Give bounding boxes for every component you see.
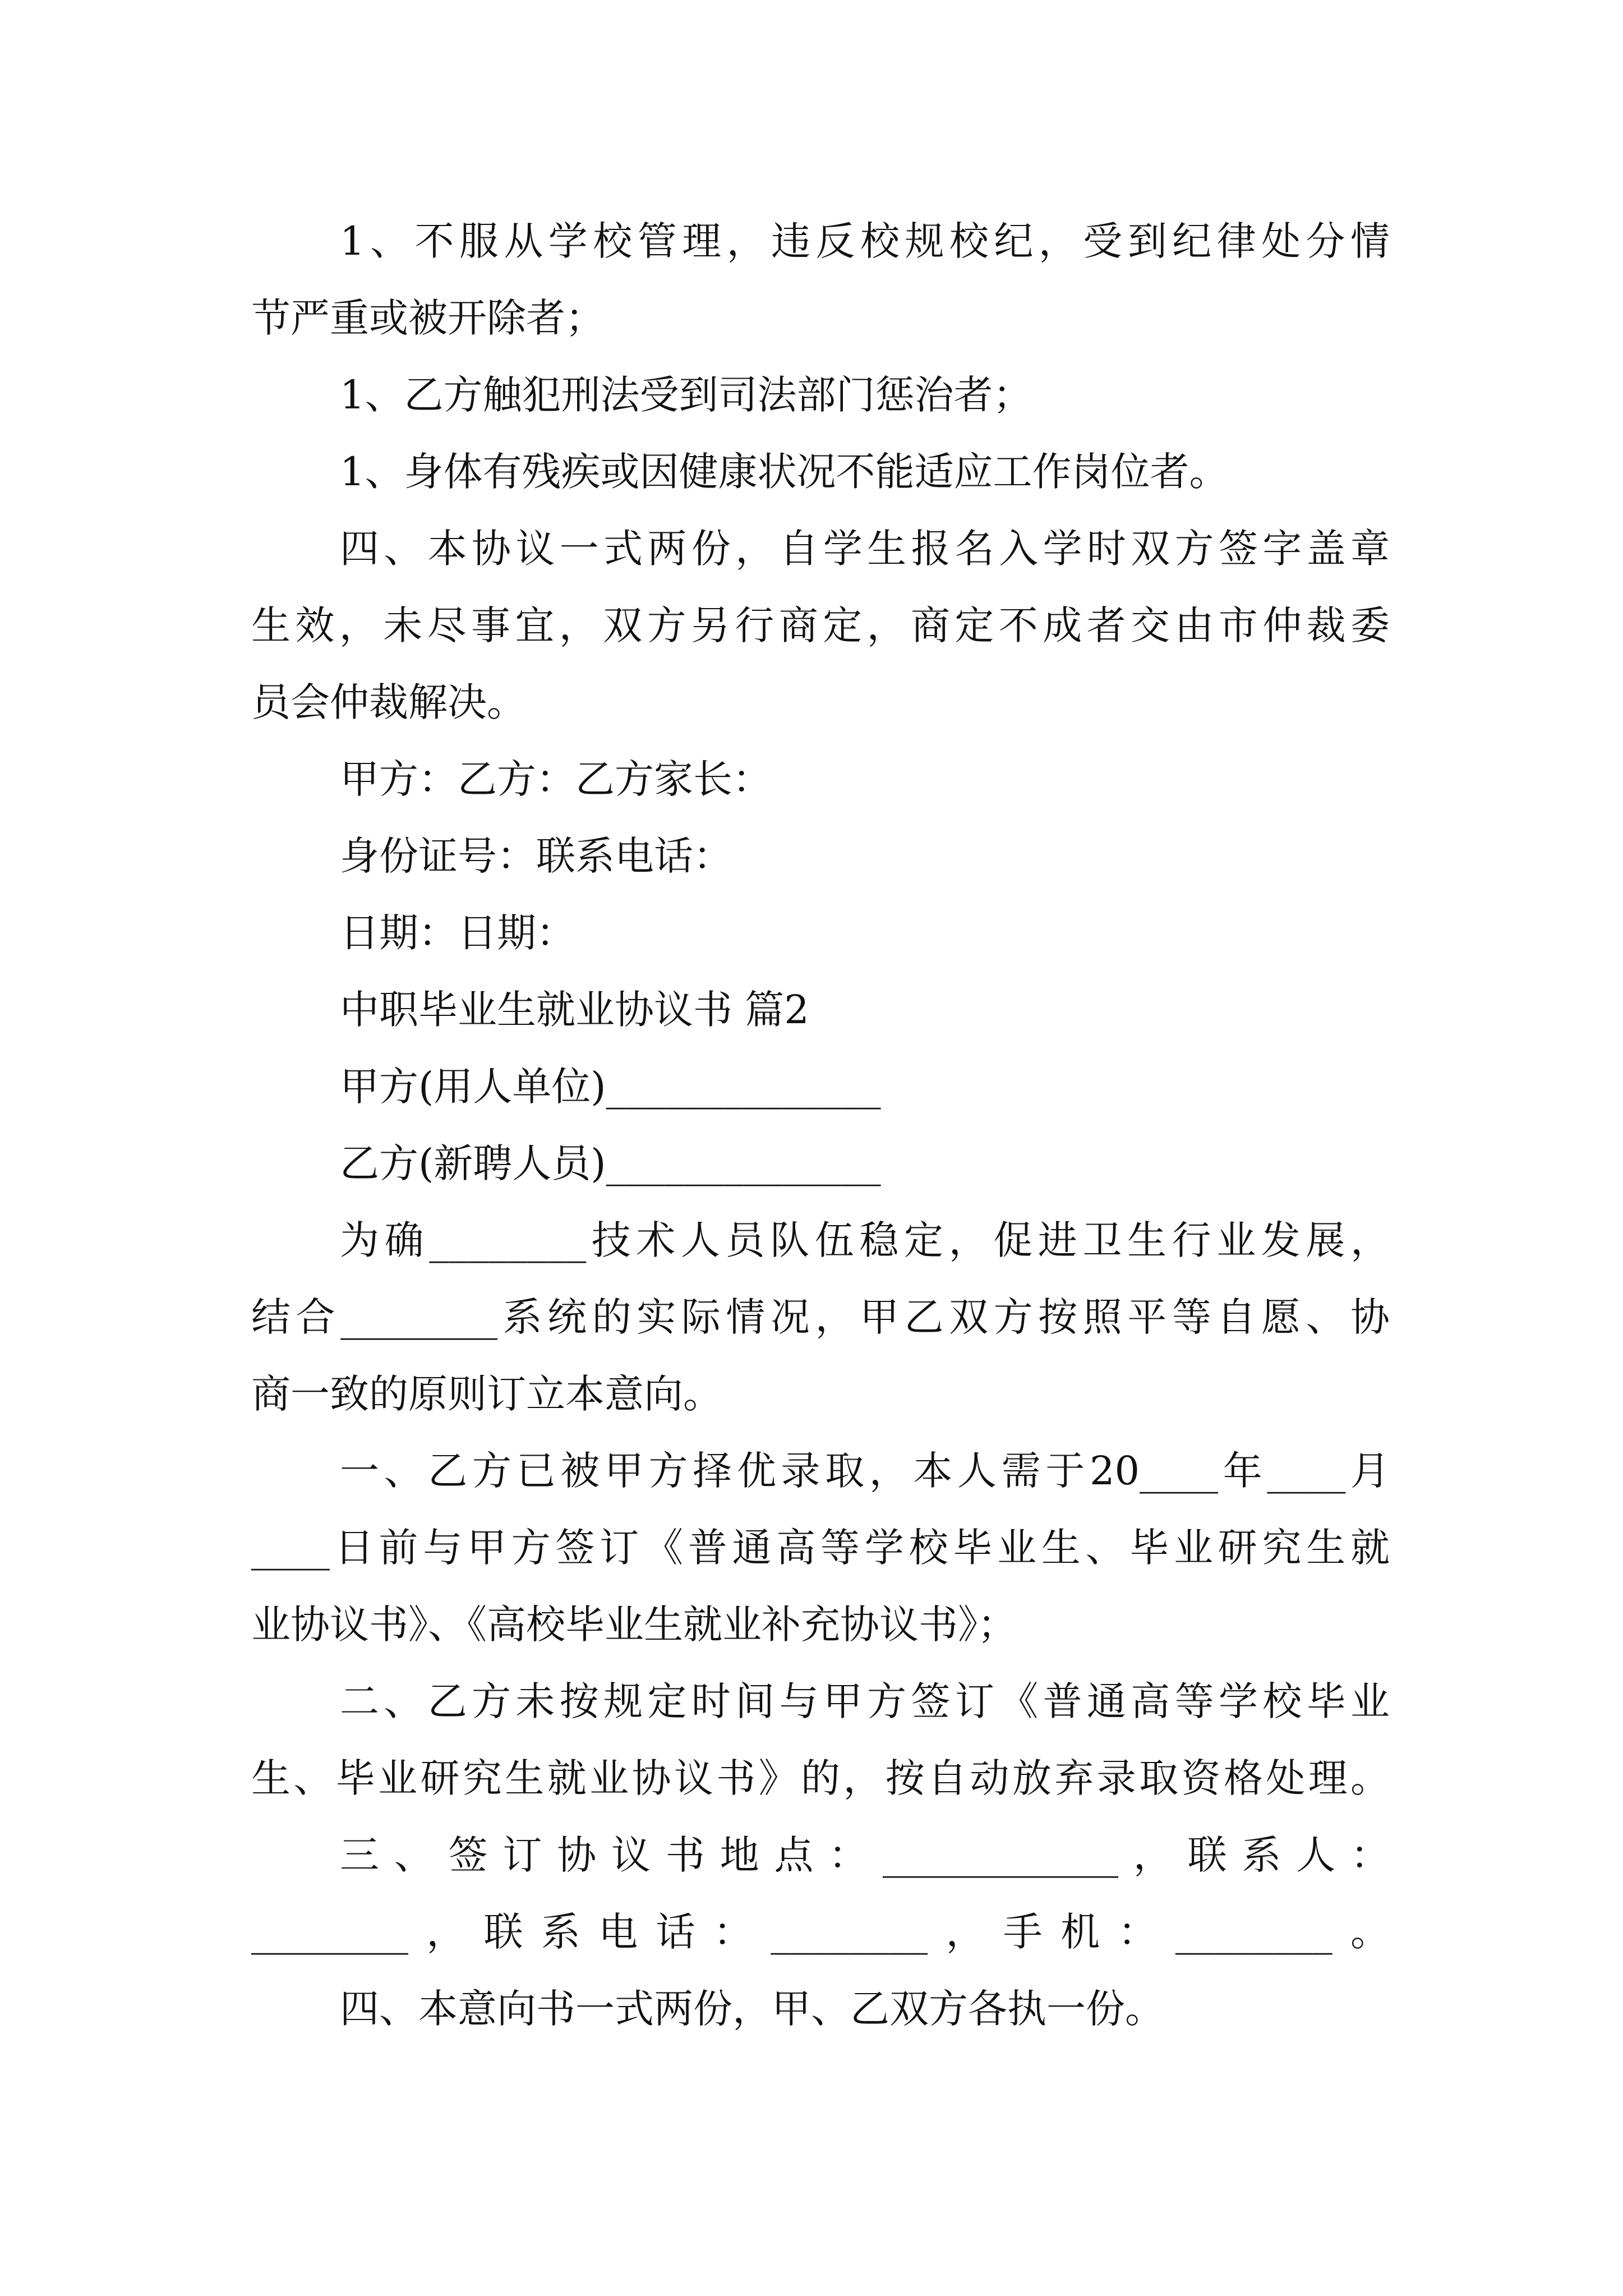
paragraph-line: 业协议书》、《高校毕业生就业补充协议书》； <box>251 1602 1017 1648</box>
paragraph-line: 结合________系统的实际情况，甲乙双方按照平等自愿、协 <box>251 1294 1390 1340</box>
paragraph-line: 为确________技术人员队伍稳定，促进卫生行业发展， <box>340 1217 1390 1263</box>
party-a-line: 甲方(用人单位)______________ <box>340 1064 881 1110</box>
party-b-line: 乙方(新聘人员)______________ <box>340 1140 881 1186</box>
section-title: 中职毕业生就业协议书 篇2 <box>340 987 809 1033</box>
paragraph-line: 二、乙方未按规定时间与甲方签订《普通高等学校毕业 <box>340 1678 1390 1724</box>
paragraph-line: 1、不服从学校管理，违反校规校纪，受到纪律处分情 <box>340 218 1390 264</box>
paragraph-line: 员会仲裁解决。 <box>251 679 526 725</box>
paragraph-line: 三、签订协议书地点：____________，联系人： <box>340 1832 1390 1878</box>
paragraph-line: 一、乙方已被甲方择优录取，本人需于20____年____月 <box>340 1448 1390 1494</box>
paragraph-line: 四、本协议一式两份，自学生报名入学时双方签字盖章 <box>340 526 1390 572</box>
paragraph-line: 1、乙方触犯刑法受到司法部门惩治者； <box>340 372 1032 418</box>
date-line: 日期：日期： <box>340 910 575 956</box>
paragraph-line: ____日前与甲方签订《普通高等学校毕业生、毕业研究生就 <box>251 1525 1390 1571</box>
paragraph-line: 四、本意向书一式两份，甲、乙双方各执一份。 <box>340 1986 1164 2032</box>
paragraph-line: ________，联系电话：________，手机：________。 <box>251 1909 1390 1955</box>
paragraph-line: 生效，未尽事宜，双方另行商定，商定不成者交由市仲裁委 <box>251 602 1390 648</box>
paragraph-line: 节严重或被开除者； <box>251 295 605 341</box>
paragraph-line: 生、毕业研究生就业协议书》的，按自动放弃录取资格处理。 <box>251 1755 1390 1801</box>
id-phone-line: 身份证号：联系电话： <box>340 833 732 879</box>
signature-line: 甲方：乙方：乙方家长： <box>340 756 772 802</box>
paragraph-line: 1、身体有残疾或因健康状况不能适应工作岗位者。 <box>340 449 1229 495</box>
paragraph-line: 商一致的原则订立本意向。 <box>251 1371 722 1417</box>
